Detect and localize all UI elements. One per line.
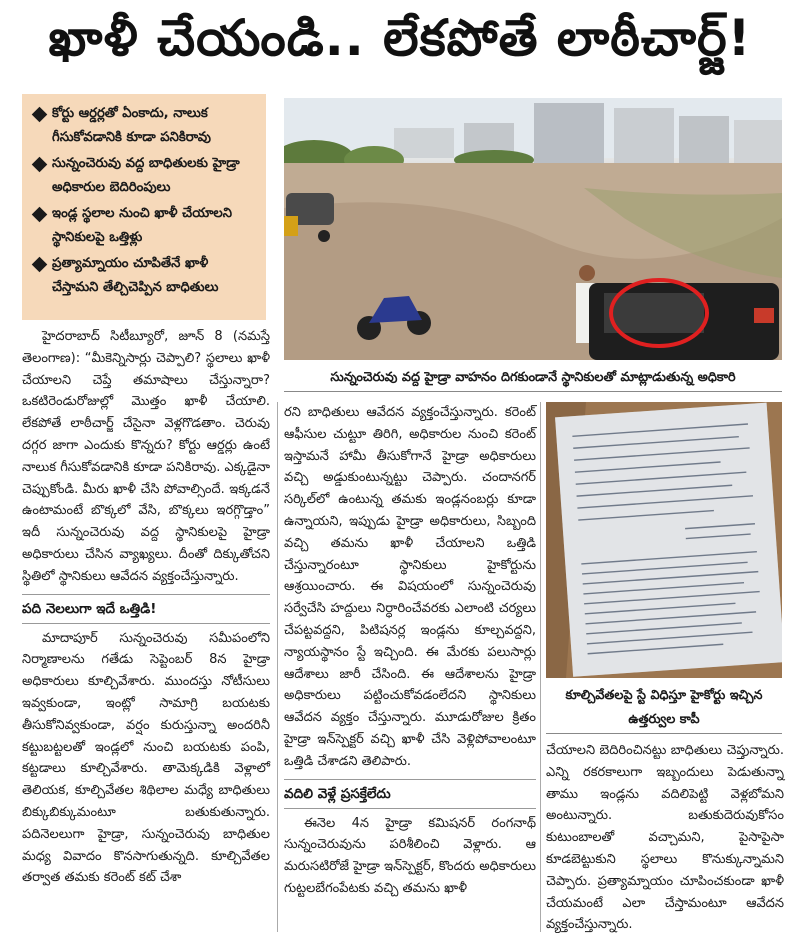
photo-caption: సున్నంచెరువు వద్ద హైడ్రా వాహనం దిగకుండానే స్థానికులతో మాట్లాడుతున్న అధికారి <box>284 364 782 392</box>
highlight-item: కోర్టు ఆర్డర్లతో ఏంకాదు, నాలుక గీసుకోవడానికి కూడా పనికిరావు <box>32 102 258 150</box>
article-column-3 <box>546 740 784 936</box>
highlight-item: ఇండ్ల స్థలాల నుంచి ఖాళీ చేయాలని స్థానికులపై ఒత్తిళ్లు <box>32 202 258 250</box>
diamond-bullet-icon <box>32 107 48 123</box>
headline: ఖాళీ చేయండి.. లేకపోతే లాఠీచార్జ్! <box>48 8 752 67</box>
body-paragraph: ఈనెల 4న హైడ్రా కమిషనర్ రంగనాథ్ సున్నంచెరువును పరిశీలించి వెళ్లారు. ఆ మరుసటిరోజే హైడ్రా ఇన్‌స్పెక్టర్, కొందరు అధికారులు గుట్టలబేగంపేటకు వచ్చి తమను ఖాళీ <box>284 815 536 896</box>
article-column-1 <box>22 326 270 889</box>
highlights-box <box>22 94 266 320</box>
body-paragraph: మాదాపూర్ సున్నంచెరువు సమీపంలోని నిర్మాణాలను గతేడు సెప్టెంబర్ 8న హైడ్రా అధికారులు కూల్చివేశారు. ముందస్తు నోటీసులు ఇవ్వకుండా, ఇంట్లో సామాగ్రి బయటకు తీసుకోనివ్వకుండా, వర్షం కురుస్తున్నా అందరినీ కట్టుబట్టలతో ఇండ్లలో నుంచి బయటకు పంపి, కట్టడాలు కూల్చివేశారు. తామెక్కడికి వెళ్లాలో తెలియక, కూల్చివేతల శిథిలాల మధ్యే బాధితులు బిక్కుబిక్కుమంటూ బతుకుతున్నారు. పదినెలలుగా హైడ్రా, సున్నంచెరువు బాధితుల మధ్య వివాదం కొనసాగుతున్నది. కూల్చివేతల తర్వాత తమకు కరెంట్ కట్ చేశా <box>22 630 270 886</box>
photo-caption: కూల్చివేతలపై స్టే విధిస్తూ హైకోర్టు ఇచ్చిన ఉత్తర్వుల కాపీ <box>546 682 782 734</box>
article-column-2 <box>284 402 536 900</box>
body-paragraph: హైదరాబాద్ సిటీబ్యూరో, జూన్ 8 (నమస్తే తెలంగాణ): “మీకెన్నిసార్లు చెప్పాలి? స్థలాలు ఖాళీ చేయాలని చెప్తే తమాషాలు చేస్తున్నారా? ఒకటిరెండురోజుల్లో మొత్తం ఖాళీ చేయాలి. లేకపోతే లాఠీచార్జ్ చేసైనా వెళ్లగొడతాం. చెరువు దగ్గర జాగా ఎందుకు కొన్నరు? కోర్టు ఆర్డర్లు ఉంటే నాలుక గీసుకోవడానికి కూడా పనికిరావు. ఎక్కడైనా చెప్పుకోండి. మీరు ఖాళీ చేసి పోవాల్సిందే. ఇక్కడనే ఉంటామంటే బొక్కలో వేసి, బొక్కలు ఇరగ్గొడ్తాం” ఇదీ సున్నంచెరువు వద్ద స్థానికులపై హైడ్రా అధికారులు చేసిన వ్యాఖ్యలు. దీంతో దిక్కుతోచని స్థితిలో స్థానికులు ఆవేదన వ్యక్తంచేస్తున్నారు. <box>22 329 270 584</box>
court-document-illustration <box>546 402 782 678</box>
news-photo-site <box>284 98 782 360</box>
diamond-bullet-icon <box>32 157 48 173</box>
body-paragraph: చేయాలని బెదిరించినట్టు బాధితులు చెప్తున్నారు. ఎన్ని రకరకాలుగా ఇబ్బందులు పెడుతున్నా తాము ఇండ్లను వదిలిపెట్టి వెళ్లబోమని అంటున్నారు. బతుకుదెరువుకోసం కుటుంబాలతో వచ్చామని, పైసాపైసా కూడబెట్టుకుని స్థలాలు కొనుక్కున్నామని చెప్పారు. ప్రత్యామ్నాయం చూపించకుండా ఖాళీ చేయమంటే ఎలా చేస్తామంటూ ఆవేదన వ్యక్తంచేస్తున్నారు. <box>546 743 784 933</box>
diamond-bullet-icon <box>32 257 48 273</box>
highlight-item: ప్రత్యామ్నాయం చూపితేనే ఖాళీ చేస్తామని తేల్చిచెప్పిన బాధితులు <box>32 252 258 300</box>
column-divider <box>540 402 541 932</box>
body-paragraph: రని బాధితులు ఆవేదన వ్యక్తంచేస్తున్నారు. కరెంట్ ఆఫీసుల చుట్టూ తిరిగి, అధికారుల నుంచి కరెంట్ ఇస్తామనే హామీ తీసుకోగానే హైడ్రా అధికారులు వచ్చి అడ్డుకుంటున్నట్టు చెప్పారు. చందానగర్ సర్కిల్‌లో ఉంటున్న తమకు ఇండ్లనంబర్లు కూడా ఉన్నాయని, ఇప్పుడు హైడ్రా అధికారులు, సిబ్బంది వచ్చి తమను ఖాళీ చేయాలని ఒత్తిడి చేస్తున్నారంటూ స్థానికులు హైకోర్టును ఆశ్రయించారు. ఈ విషయంలో సున్నంచెరువు సర్వేచేసి హద్దులు నిర్ధారించేవరకు ఎలాంటి చర్యలు చేపట్టవద్దని, పిటిషనర్ల ఇండ్లను కూల్చవద్దని, న్యాయస్థానం స్టే ఇచ్చింది. ఈ మేరకు పలుసార్లు ఆదేశాలు జారీ చేసింది. ఈ ఆదేశాలను హైడ్రా అధికారులు పట్టించుకోవడంలేదని స్థానికులు ఆవేదన వ్యక్తం చేస్తున్నారు. మూడురోజుల క్రితం హైడ్రా ఇన్‌స్పెక్టర్ వచ్చి ఖాళీ చేసి వెళ్లిపోవాలంటూ ఒత్తిడి చేశాడని తెలిపారు. <box>284 405 536 769</box>
sub-heading: పది నెలలుగా ఇదే ఒత్తిడి! <box>22 594 270 624</box>
sub-heading: వదిలి వెళ్లే ప్రసక్తేలేదు <box>284 779 536 809</box>
diamond-bullet-icon <box>32 207 48 223</box>
site-photo-illustration <box>284 98 782 360</box>
column-divider <box>277 402 278 932</box>
news-photo-court-order <box>546 402 782 678</box>
highlight-item: సున్నంచెరువు వద్ద బాధితులకు హైడ్రా అధికారుల బెదిరింపులు <box>32 152 258 200</box>
